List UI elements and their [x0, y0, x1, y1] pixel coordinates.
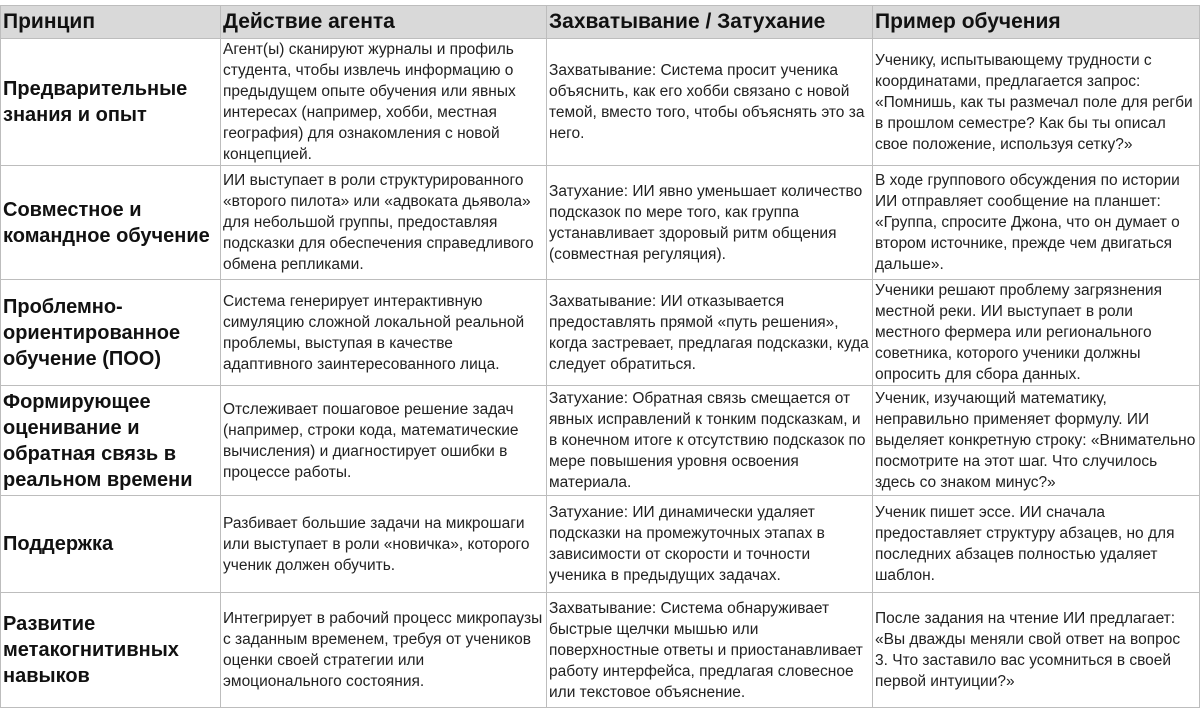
- agent-action-cell: Система генерирует интерактивную симуляцию сложной локальной реальной проблемы, выступая в качестве адаптивного заинтересованного лица.: [221, 280, 547, 386]
- table-body: [1, 39, 1200, 708]
- example-cell: Ученик, изучающий математику, неправильно применяет формулу. ИИ выделяет конкретную строку: «Внимательно посмотрите на этот шаг. Что случилось здесь со знаком минус?»: [873, 386, 1200, 496]
- example-cell: Ученику, испытывающему трудности с координатами, предлагается запрос: «Помнишь, как ты размечал поле для регби в прошлом семестре? Как бы ты описал свое положение, используя сетку?»: [873, 39, 1200, 166]
- header-row: [1, 6, 1200, 39]
- principle-cell: Проблемно-ориентированное обучение (ПОО): [1, 280, 221, 386]
- scaffolding-cell: Захватывание: Система обнаруживает быстрые щелчки мышью или поверхностные ответы и приостанавливает работу интерфейса, предлагая словесное или текстовое объяснение.: [547, 593, 873, 708]
- header-principle: Принцип: [1, 6, 221, 39]
- example-cell: После задания на чтение ИИ предлагает: «Вы дважды меняли свой ответ на вопрос 3. Что заставило вас усомниться в своей первой интуиции?»: [873, 593, 1200, 708]
- principles-table-container: [0, 5, 1199, 699]
- header-learning-example: Пример обучения: [873, 6, 1200, 39]
- example-cell: Ученики решают проблему загрязнения местной реки. ИИ выступает в роли местного фермера или регионального советника, которого ученики должны опросить для сбора данных.: [873, 280, 1200, 386]
- agent-action-cell: Интегрирует в рабочий процесс микропаузы с заданным временем, требуя от учеников оценки своей стратегии или эмоционального состояния.: [221, 593, 547, 708]
- scaffolding-cell: Захватывание: ИИ отказывается предоставлять прямой «путь решения», когда застревает, предлагая подсказки, куда следует обратиться.: [547, 280, 873, 386]
- scaffolding-cell: Захватывание: Система просит ученика объяснить, как его хобби связано с новой темой, вместо того, чтобы объяснять это за него.: [547, 39, 873, 166]
- agent-action-cell: Разбивает большие задачи на микрошаги или выступает в роли «новичка», которого ученик должен обучить.: [221, 496, 547, 593]
- scaffolding-cell: Затухание: Обратная связь смещается от явных исправлений к тонким подсказкам, и в конечном итоге к отсутствию подсказок по мере повышения уровня освоения материала.: [547, 386, 873, 496]
- principle-cell: Предварительные знания и опыт: [1, 39, 221, 166]
- agent-action-cell: Агент(ы) сканируют журналы и профиль студента, чтобы извлечь информацию о предыдущем опыте обучения или явных интересах (например, хобби, местная география) для ознакомления с новой концепцией.: [221, 39, 547, 166]
- example-cell: В ходе группового обсуждения по истории ИИ отправляет сообщение на планшет: «Группа, спросите Джона, что он думает о втором источнике, прежде чем двигаться дальше».: [873, 166, 1200, 280]
- example-cell: Ученик пишет эссе. ИИ сначала предоставляет структуру абзацев, но для последних абзацев полностью удаляет шаблон.: [873, 496, 1200, 593]
- header-agent-action: Действие агента: [221, 6, 547, 39]
- header-scaffolding-fading: Захватывание / Затухание: [547, 6, 873, 39]
- agent-action-cell: Отслеживает пошаговое решение задач (например, строки кода, математические вычисления) и диагностирует ошибки в процессе работы.: [221, 386, 547, 496]
- principle-cell: Развитие метакогнитивных навыков: [1, 593, 221, 708]
- table-row: [1, 496, 1200, 593]
- table-row: [1, 386, 1200, 496]
- table-row: [1, 280, 1200, 386]
- table-header: [1, 6, 1200, 39]
- table-row: [1, 39, 1200, 166]
- agent-action-cell: ИИ выступает в роли структурированного «второго пилота» или «адвоката дьявола» для небольшой группы, предоставляя подсказки для обеспечения справедливого обмена репликами.: [221, 166, 547, 280]
- principles-table: [0, 5, 1200, 708]
- table-row: [1, 166, 1200, 280]
- principle-cell: Совместное и командное обучение: [1, 166, 221, 280]
- scaffolding-cell: Затухание: ИИ динамически удаляет подсказки на промежуточных этапах в зависимости от скорости и точности ученика в предыдущих задачах.: [547, 496, 873, 593]
- principle-cell: Формирующее оценивание и обратная связь в реальном времени: [1, 386, 221, 496]
- scaffolding-cell: Затухание: ИИ явно уменьшает количество подсказок по мере того, как группа устанавливает здоровый ритм общения (совместная регуляция).: [547, 166, 873, 280]
- table-row: [1, 593, 1200, 708]
- principle-cell: Поддержка: [1, 496, 221, 593]
